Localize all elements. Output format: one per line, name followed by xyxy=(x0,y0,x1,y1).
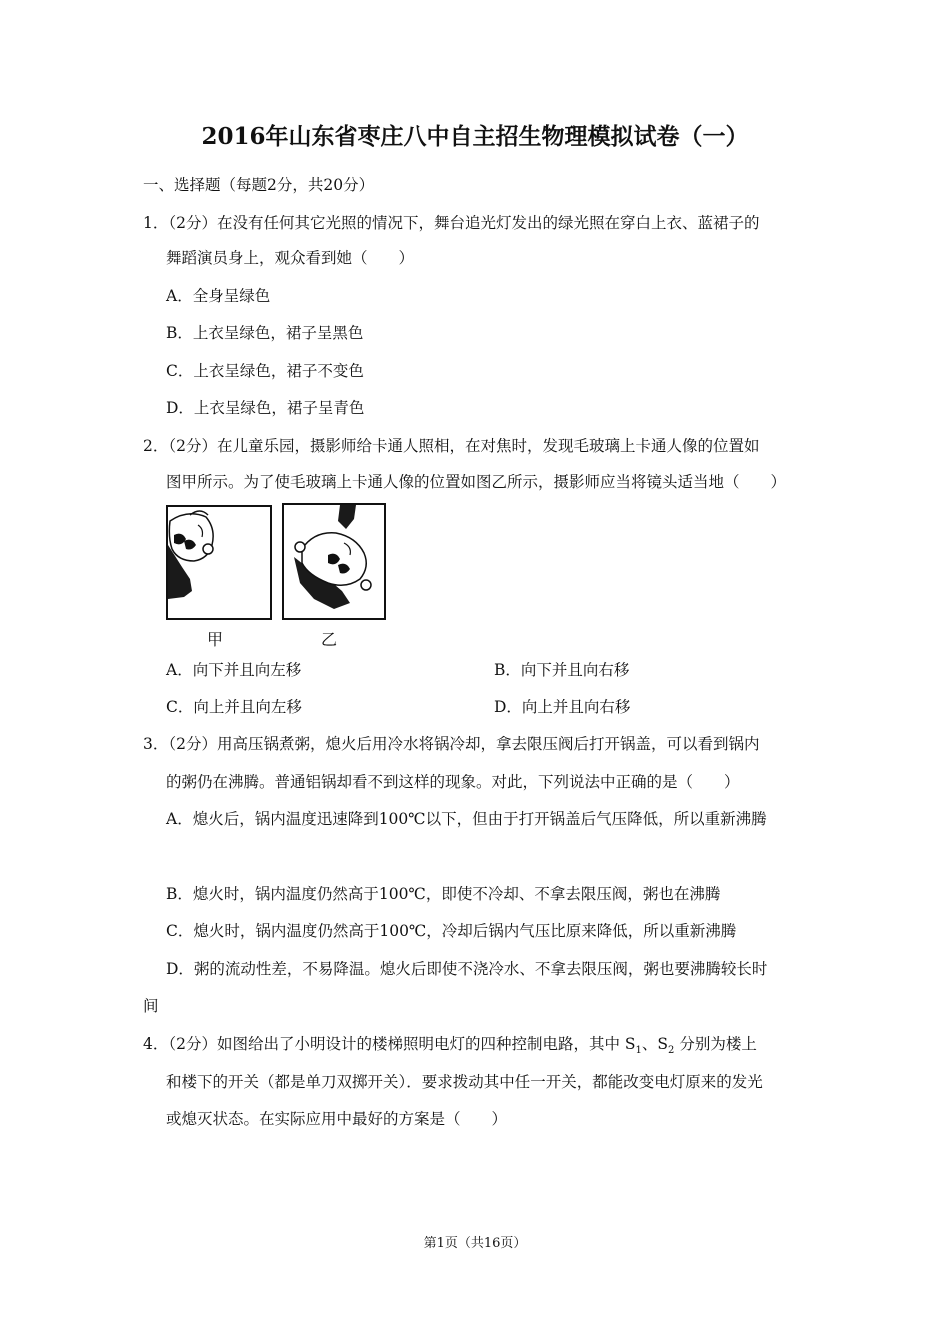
page-footer: 第1页（共16页） xyxy=(423,1236,527,1251)
question-4-text-end: 分别为楼上 xyxy=(674,1035,757,1053)
page-title: 2016年山东省枣庄八中自主招生物理模拟试卷（一） xyxy=(201,123,749,150)
switch-separator: 、S xyxy=(641,1035,669,1053)
switch-s1-subscript: 1 xyxy=(635,1045,642,1057)
option-b: B．熄火时，锅内温度仍然高于100℃，即使不冷却、不拿去限压阀，粥也在沸腾 xyxy=(166,885,721,903)
question-2-line-1: 2．（2分）在儿童乐园，摄影师给卡通人照相，在对焦时，发现毛玻璃上卡通人像的位置如 xyxy=(143,437,760,455)
question-4-line-2: 和楼下的开关（都是单刀双掷开关）．要求拨动其中任一开关，都能改变电灯原来的发光 xyxy=(166,1073,763,1091)
option-a: A．向下并且向左移 xyxy=(166,661,302,679)
option-d: D．粥的流动性差，不易降温。熄火后即使不浇冷水、不拿去限压阀，粥也要沸腾较长时 xyxy=(166,960,768,978)
question-4-line-1 xyxy=(143,1034,757,1061)
question-1-line-2: 舞蹈演员身上，观众看到她（ ） xyxy=(166,249,415,267)
option-c: C．熄火时，锅内温度仍然高于100℃，冷却后锅内气压比原来降低，所以重新沸腾 xyxy=(166,922,737,940)
figure-jia-caption: 甲 xyxy=(207,630,224,649)
cartoon-figure-jia xyxy=(168,507,270,618)
figure-yi-caption: 乙 xyxy=(321,630,338,649)
switch-s2-subscript: 2 xyxy=(668,1045,675,1057)
option-b: B．向下并且向右移 xyxy=(494,661,630,679)
cartoon-figure-yi xyxy=(284,505,384,618)
question-3-line-2: 的粥仍在沸腾。普通铝锅却看不到这样的现象。对此，下列说法中正确的是（ ） xyxy=(166,773,740,791)
option-d-continued: 间 xyxy=(143,997,159,1015)
figure-jia xyxy=(166,505,272,620)
option-b: B．上衣呈绿色，裙子呈黑色 xyxy=(166,324,364,342)
option-d: D．上衣呈绿色，裙子呈青色 xyxy=(166,399,365,417)
question-4-text: 4．（2分）如图给出了小明设计的楼梯照明电灯的四种控制电路，其中 S xyxy=(143,1035,636,1053)
option-c: C．向上并且向左移 xyxy=(166,698,302,716)
section-heading: 一、选择题（每题2分，共20分） xyxy=(143,176,375,194)
option-a: A．熄火后，锅内温度迅速降到100℃以下，但由于打开锅盖后气压降低，所以重新沸腾 xyxy=(166,810,767,828)
option-a: A．全身呈绿色 xyxy=(166,287,271,305)
option-c: C．上衣呈绿色，裙子不变色 xyxy=(166,362,364,380)
question-1-line-1: 1．（2分）在没有任何其它光照的情况下，舞台追光灯发出的绿光照在穿白上衣、蓝裙子的 xyxy=(143,214,760,232)
figure-yi xyxy=(282,503,386,620)
question-4-line-3: 或熄灭状态。在实际应用中最好的方案是（ ） xyxy=(166,1110,508,1128)
question-3-line-1: 3．（2分）用高压锅煮粥，熄火后用冷水将锅冷却，拿去限压阀后打开锅盖，可以看到锅内 xyxy=(143,735,760,753)
option-d: D．向上并且向右移 xyxy=(494,698,631,716)
question-2-line-2: 图甲所示。为了使毛玻璃上卡通人像的位置如图乙所示，摄影师应当将镜头适当地（ ） xyxy=(166,473,787,491)
